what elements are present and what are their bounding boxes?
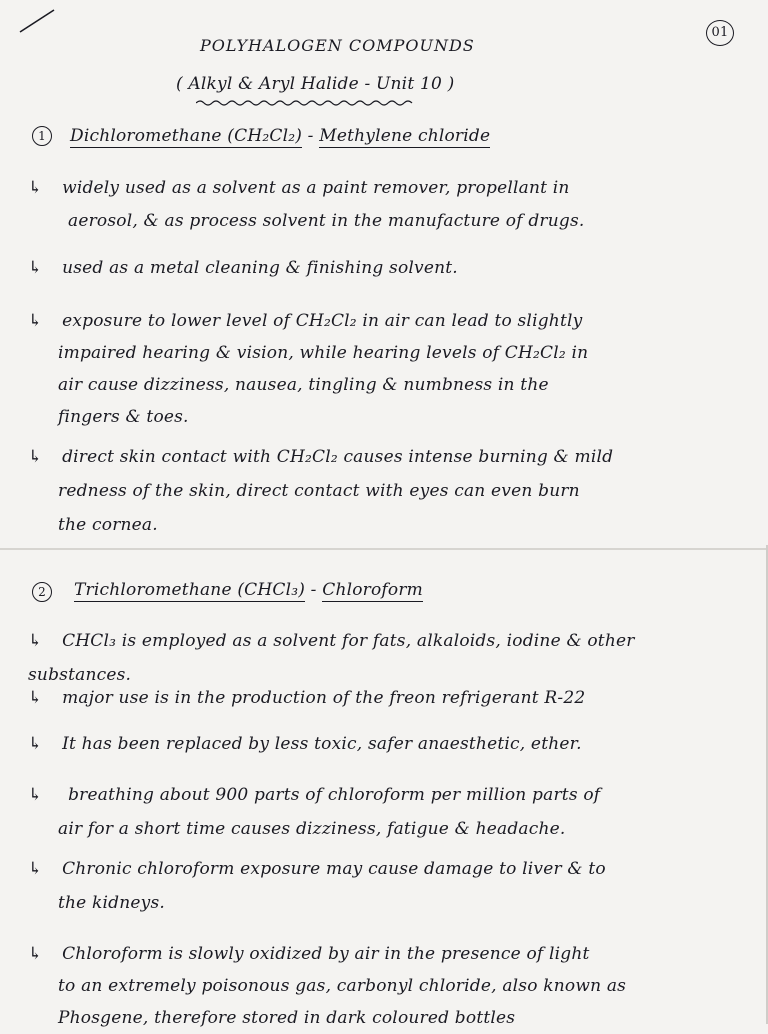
page-title: POLYHALOGEN COMPOUNDS	[200, 36, 475, 55]
section-2-name: Trichloromethane (CHCl₃)	[74, 580, 306, 600]
bullet-arrow-icon: ↳	[28, 944, 43, 964]
bullet-arrow-icon: ↳	[28, 631, 43, 651]
section-2-heading	[74, 580, 423, 600]
section-1-heading	[70, 126, 490, 146]
section-2-bullet-5: ↳ Chronic chloroform exposure may cause damage to liver & to the kidneys.	[28, 859, 606, 913]
page-number: 01	[706, 20, 734, 46]
section-1-bullet-3: ↳ exposure to lower level of CH₂Cl₂ in air can lead to slightly impaired hearing & vision, while hearing levels of CH₂Cl₂ in air cause dizziness, nausea, tingling & numbness in the fingers & toes.	[28, 311, 589, 427]
section-2-bullet-4: ↳ breathing about 900 parts of chloroform per million parts of air for a short time causes dizziness, fatigue & headache.	[28, 785, 601, 839]
bullet-arrow-icon: ↳	[28, 447, 43, 467]
bullet-arrow-icon: ↳	[28, 785, 43, 805]
section-1-alias: Methylene chloride	[319, 126, 491, 146]
wavy-underline	[196, 98, 426, 108]
section-2-number: 2	[32, 582, 52, 602]
section-1-bullet-1: ↳ widely used as a solvent as a paint remover, propellant in aerosol, & as process solvent in the manufacture of drugs.	[28, 178, 585, 231]
section-2-sep: -	[305, 580, 323, 600]
bullet-arrow-icon: ↳	[28, 734, 43, 754]
section-1-bullet-4: ↳ direct skin contact with CH₂Cl₂ causes intense burning & mild redness of the skin, direct contact with eyes can even burn the cornea.	[28, 447, 614, 535]
section-2-alias: Chloroform	[322, 580, 423, 600]
section-1-name: Dichloromethane (CH₂Cl₂)	[70, 126, 303, 146]
section-2-bullet-2: ↳ major use is in the production of the freon refrigerant R-22	[28, 688, 586, 708]
bullet-arrow-icon: ↳	[28, 688, 43, 708]
bullet-arrow-icon: ↳	[28, 311, 43, 331]
section-1-bullet-2: ↳ used as a metal cleaning & finishing solvent.	[28, 258, 458, 278]
section-1-number: 1	[32, 126, 52, 146]
section-2-bullet-1: ↳ CHCl₃ is employed as a solvent for fats, alkaloids, iodine & other substances.	[28, 631, 635, 685]
page-fold	[0, 548, 768, 550]
page-subtitle: ( Alkyl & Aryl Halide - Unit 10 )	[176, 74, 455, 94]
section-2-bullet-3: ↳ It has been replaced by less toxic, safer anaesthetic, ether.	[28, 734, 582, 754]
check-mark-icon	[18, 6, 58, 36]
bullet-arrow-icon: ↳	[28, 258, 43, 278]
section-2-bullet-6: ↳ Chloroform is slowly oxidized by air in the presence of light to an extremely poisonous gas, carbonyl chloride, also known as Phosgene, therefore stored in dark coloured bottles	[28, 944, 627, 1028]
bullet-arrow-icon: ↳	[28, 859, 43, 879]
section-1-sep: -	[302, 126, 320, 146]
bullet-arrow-icon: ↳	[28, 178, 43, 198]
